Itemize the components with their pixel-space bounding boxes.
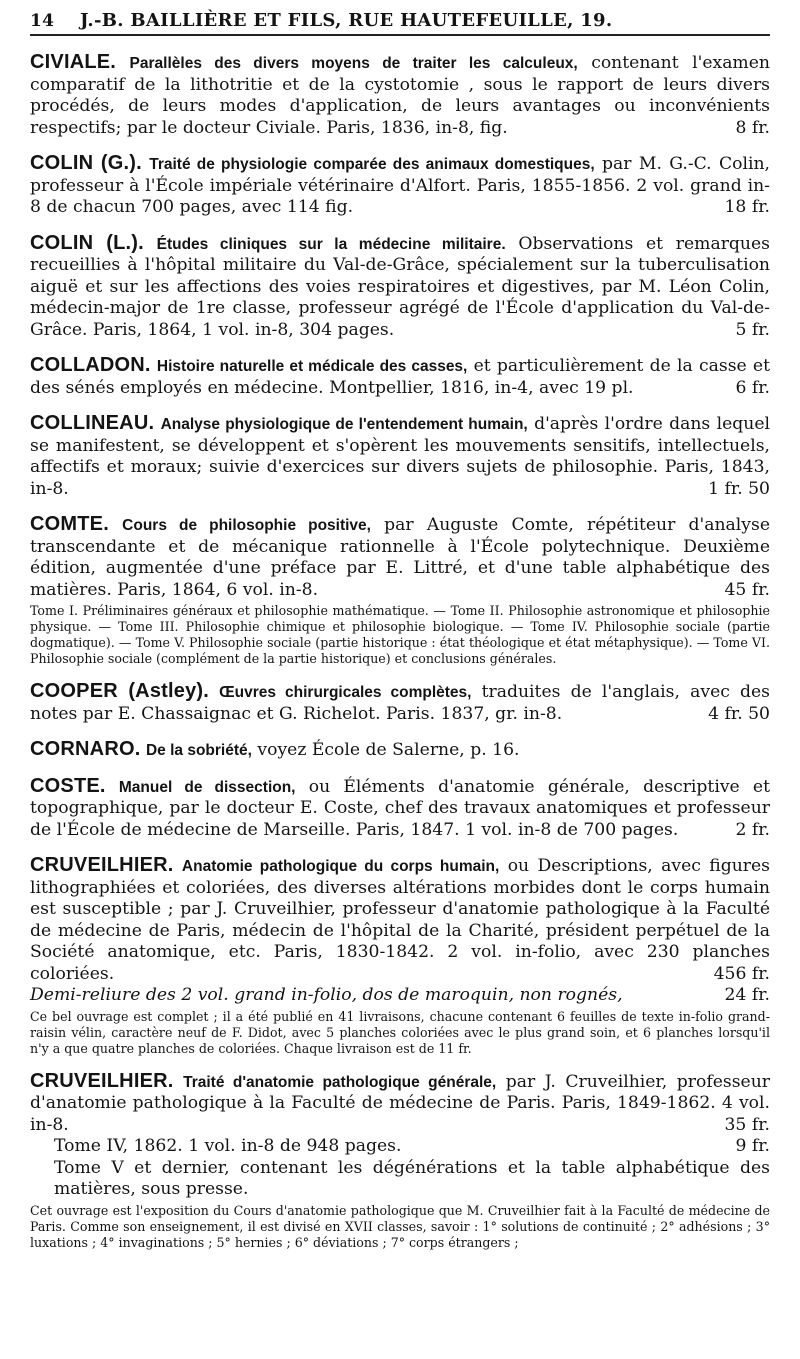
- entry-extra-price: 24 fr.: [724, 985, 770, 1005]
- entry-cruveilhier-traite: [30, 1071, 770, 1251]
- entry-civiale: [30, 52, 770, 139]
- entry-price: 4 fr. 50: [708, 703, 770, 724]
- entry-extra-price: 9 fr.: [735, 1136, 770, 1156]
- entry-note: Tome I. Préliminaires généraux et philosophie mathématique. — Tome II. Philosophie astronomique et philosophie physique. — Tome III. Philosophie chimique et philosophie biologique. — Tome IV. Philosophie sociale (partie dogmatique). — Tome V. Philosophie sociale (partie historique : état théologique et état métaphysique). — Tome VI. Philosophie sociale (complément de la partie historique) et conclusions générales.: [30, 603, 770, 666]
- entry-text: d'après l'ordre dans lequel se manifestent, se développent et s'opèrent les mouvements sensitifs, intellectuels, affectifs et moraux; suivie d'exercices sur divers sujets de philosophie. Paris, 1843, in-8.: [30, 414, 770, 499]
- entry-title: De la sobriété,: [145, 742, 252, 759]
- entry-colladon: [30, 355, 770, 399]
- entry-text: par J. Cruveilhier, professeur d'anatomie pathologique à la Faculté de médecine de Paris. Paris, 1849-1862. 4 vol. in-8.: [30, 1071, 770, 1135]
- entry-coste: [30, 776, 770, 842]
- entry-text: et particulièrement de la casse et des sénés employés en médecine. Montpellier, 1816, in-4, avec 19 pl.: [30, 356, 770, 398]
- entry-author: CRUVEILHIER.: [30, 854, 174, 876]
- entry-note: Ce bel ouvrage est complet ; il a été publié en 41 livraisons, chacune contenant 6 feuilles de texte in-folio grand-raisin vélin, caractère neuf de F. Didot, avec 5 planches coloriées avec le plus grand soin, et 6 planches lorsqu'il n'y a que quatre planches de coloriées. Chaque livraison est de 11 fr.: [30, 1008, 770, 1056]
- entry-author: COLIN (L.).: [30, 231, 144, 254]
- page: [30, 0, 770, 1251]
- entry-title: Manuel de dissection,: [118, 778, 296, 796]
- entry-collineau: [30, 413, 770, 500]
- entry-text: par M. G.-C. Colin, professeur à l'École impériale vétérinaire d'Alfort. Paris, 1855-1856. 2 vol. grand in-8 de chacun 700 pages, avec 114 fig.: [30, 154, 771, 217]
- entry-colin-l: [30, 233, 770, 342]
- entry-price: 35 fr.: [724, 1114, 770, 1135]
- entry-title: Études cliniques sur la médecine militaire.: [156, 235, 506, 253]
- entry-text: ou Descriptions, avec figures lithographiées et coloriées, des diverses altérations morbides dont le corps humain est susceptible ; par J. Cruveilhier, professeur d'anatomie pathologique à la Faculté de médecine de Paris, médecin de l'hôpital de la Charité, président perpétuel de la Société anatomique, etc. Paris, 1830-1842. 2 vol. in-folio, avec 230 planches coloriées.: [30, 856, 770, 984]
- entry-author: COOPER (Astley).: [30, 680, 210, 702]
- entry-author: COLLINEAU.: [30, 412, 155, 434]
- entry-title: Anatomie pathologique du corps humain,: [181, 858, 500, 875]
- entry-title: Parallèles des divers moyens de traiter les calculeux,: [129, 55, 578, 72]
- entry-price: 5 fr.: [735, 319, 770, 340]
- entry-title: Histoire naturelle et médicale des casses,: [156, 358, 468, 375]
- page-number: 14: [30, 11, 55, 31]
- entry-author: COLIN (G.).: [30, 152, 142, 174]
- entry-text: traduites de l'anglais, avec des notes par E. Chassaignac et G. Richelot. Paris. 1837, gr. in-8.: [30, 682, 770, 724]
- entry-author: COSTE.: [30, 774, 106, 797]
- entry-title: Traité d'anatomie pathologique générale,: [183, 1073, 497, 1091]
- entry-price: 2 fr.: [735, 819, 770, 840]
- entry-price: 456 fr.: [713, 963, 770, 984]
- entry-author: CORNARO.: [30, 738, 141, 760]
- entry-cooper: [30, 681, 770, 725]
- entry-price: 18 fr.: [724, 197, 770, 217]
- entry-price: 6 fr.: [735, 377, 770, 398]
- entry-text: voyez École de Salerne, p. 16.: [257, 740, 520, 760]
- entry-author: COLLADON.: [30, 354, 151, 376]
- entry-colin-g: [30, 153, 770, 219]
- entry-text: contenant l'examen comparatif de la lithotritie et de la cystotomie , sous le rapport de leurs divers procédés, de leurs modes d'application, de leurs avantages ou inconvénients respectifs; par le docteur Civiale. Paris, 1836, in-8, fig.: [30, 53, 770, 138]
- entry-author: CRUVEILHIER.: [30, 1069, 174, 1092]
- running-title: J.-B. BAILLIÈRE ET FILS, RUE HAUTEFEUILLE, 19.: [80, 10, 613, 31]
- entry-text: par Auguste Comte, répétiteur d'analyse transcendante et de mécanique rationnelle à l'École polytechnique. Deuxième édition, augmentée d'une préface par E. Littré, et d'une table alphabétique des matières. Paris, 1864, 6 vol. in-8.: [30, 515, 770, 600]
- entry-comte: [30, 514, 770, 667]
- entry-title: Cours de philosophie positive,: [122, 517, 371, 534]
- entry-text: Observations et remarques recueillies à l'hôpital militaire du Val-de-Grâce, spécialement sur la tuberculisation aiguë et sur les affections des voies respiratoires et digestives, par M. Léon Colin, médecin-major de 1re classe, professeur agrégé de l'École d'application du Val-de-Grâce. Paris, 1864, 1 vol. in-8, 304 pages.: [30, 233, 770, 340]
- entry-price: 1 fr. 50: [708, 478, 770, 499]
- entry-note: Cet ouvrage est l'exposition du Cours d'anatomie pathologique que M. Cruveilhier fait à la Faculté de médecine de Paris. Comme son enseignement, il est divisé en XVII classes, savoir : 1° solutions de continuité ; 2° adhésions ; 3° luxations ; 4° invaginations ; 5° hernies ; 6° déviations ; 7° corps étrangers ;: [30, 1202, 770, 1250]
- entry-extra-text: Demi-reliure des 2 vol. grand in-folio, dos de maroquin, non rognés,: [30, 985, 623, 1005]
- entry-cruveilhier-anatomie: [30, 855, 770, 1057]
- entry-author: COMTE.: [30, 513, 109, 535]
- entry-author: CIVIALE.: [30, 51, 117, 73]
- entry-text: ou Éléments d'anatomie générale, descriptive et topographique, par le docteur E. Coste, chef des travaux anatomiques et professeur de l'École de médecine de Marseille. Paris, 1847. 1 vol. in-8 de 700 pages.: [30, 776, 771, 840]
- entry-price: 8 fr.: [735, 117, 770, 138]
- entry-price: 45 fr.: [724, 579, 770, 600]
- entry-title: Œuvres chirurgicales complètes,: [219, 684, 472, 701]
- entry-title: Traité de physiologie comparée des animaux domestiques,: [149, 156, 595, 173]
- entry-title: Analyse physiologique de l'entendement humain,: [160, 416, 528, 433]
- entry-extra-text-2: Tome V et dernier, contenant les dégénérations et la table alphabétique des matières, sous presse.: [54, 1157, 770, 1199]
- running-head: [30, 10, 770, 36]
- entry-cornaro: [30, 739, 770, 762]
- entry-extra-text: Tome IV, 1862. 1 vol. in-8 de 948 pages.: [54, 1136, 402, 1156]
